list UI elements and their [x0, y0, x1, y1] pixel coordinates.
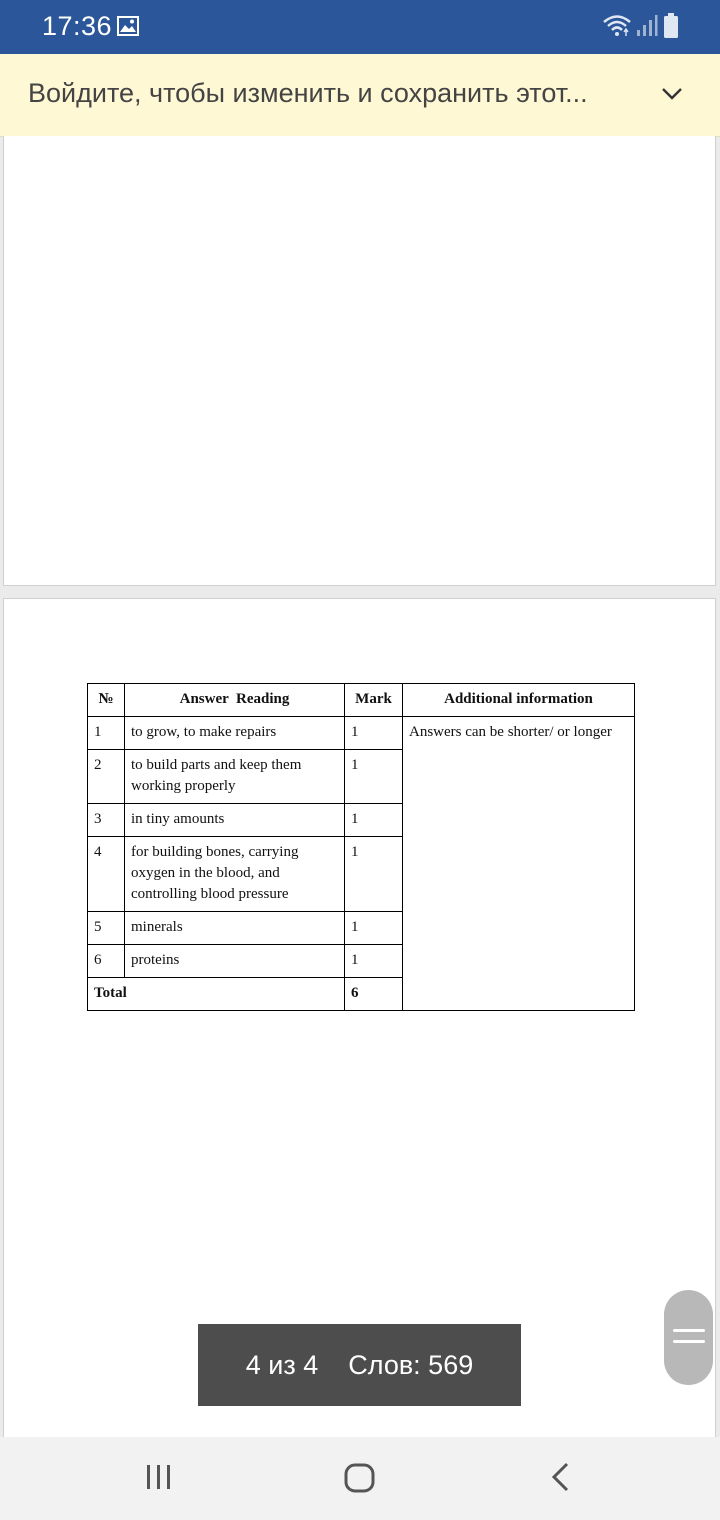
row-answer: to grow, to make repairs	[125, 717, 345, 750]
row-number: 6	[88, 945, 125, 978]
wifi-icon	[602, 14, 632, 38]
sign-in-banner[interactable]	[0, 54, 720, 137]
table-row	[88, 717, 635, 750]
additional-info-cell: Answers can be shorter/ or longer	[403, 717, 635, 1011]
row-answer: for building bones, carrying oxygen in the blood, and controlling blood pressure	[125, 837, 345, 912]
clock: 17:36	[42, 11, 113, 41]
header-mark: Mark	[345, 684, 403, 717]
row-mark: 1	[345, 912, 403, 945]
document-page-3	[3, 136, 716, 586]
image-icon	[117, 16, 139, 36]
home-icon[interactable]	[343, 1461, 377, 1495]
row-answer: minerals	[125, 912, 345, 945]
page-count: 4 из 4	[245, 1349, 319, 1380]
system-nav-bar	[0, 1437, 720, 1520]
row-number: 5	[88, 912, 125, 945]
scroll-handle[interactable]	[664, 1290, 713, 1385]
row-mark: 1	[345, 717, 403, 750]
back-icon[interactable]	[549, 1461, 573, 1493]
header-additional-info: Additional information	[403, 684, 635, 717]
header-answer: Answer Reading	[125, 684, 345, 717]
scroll-handle-grip-bottom	[673, 1340, 705, 1343]
total-mark: 6	[345, 978, 403, 1011]
row-mark: 1	[345, 837, 403, 912]
word-count: Слов: 569	[348, 1349, 474, 1380]
row-number: 4	[88, 837, 125, 912]
scroll-handle-grip-top	[673, 1329, 705, 1332]
status-bar	[0, 0, 720, 54]
row-number: 1	[88, 717, 125, 750]
signal-icon	[636, 14, 658, 38]
total-label: Total	[88, 978, 345, 1011]
row-answer: in tiny amounts	[125, 804, 345, 837]
document-page-4	[3, 598, 716, 1448]
row-number: 3	[88, 804, 125, 837]
row-answer: to build parts and keep them working properly	[125, 750, 345, 804]
row-mark: 1	[345, 945, 403, 978]
row-number: 2	[88, 750, 125, 804]
recent-apps-icon[interactable]	[144, 1461, 174, 1493]
table-header-row	[88, 684, 635, 717]
row-mark: 1	[345, 750, 403, 804]
battery-icon	[663, 13, 679, 39]
row-mark: 1	[345, 804, 403, 837]
row-answer: proteins	[125, 945, 345, 978]
page-counter	[198, 1324, 521, 1406]
banner-text: Войдите, чтобы изменить и сохранить этот...	[28, 78, 588, 108]
chevron-down-icon[interactable]	[661, 87, 683, 101]
answers-table	[87, 683, 635, 1011]
header-number: №	[88, 684, 125, 717]
